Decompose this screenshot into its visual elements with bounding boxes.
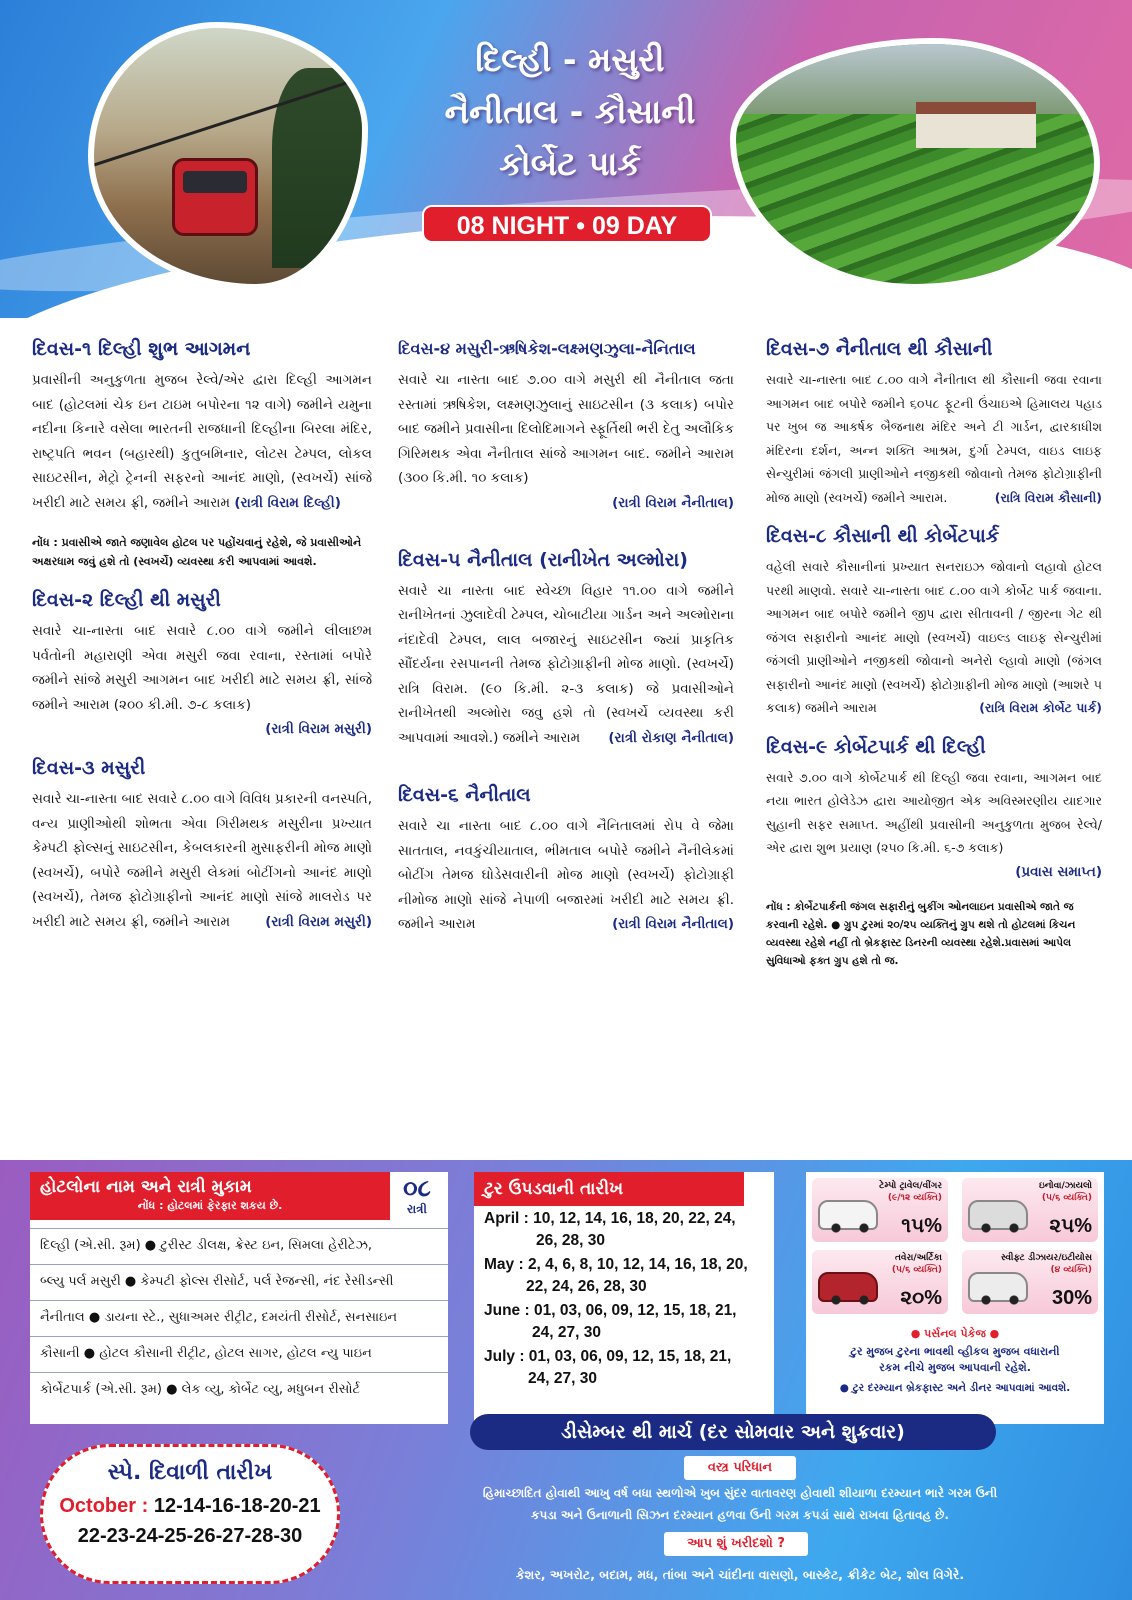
- personal-package-line-2: રકમ નીચે મુજબ આપવાની રહેશે.: [879, 1361, 1031, 1374]
- vehicle-name: ટેમ્પો ટ્રાવેલ/વીંગર: [879, 1181, 942, 1191]
- day-text: પ્રવાસીની અનુકુળતા મુજબ રેલ્વે/એર દ્વારા દિલ્હી આગમન બાદ (હોટલમાં ચેક ઇન ટાઇમ બપોરના ૧૨ વાગે) જમીને યમુના નદીના કિનારે વસેલા ભારતની રાજધાની દિલ્હીના બિરલા મંદિર, રાષ્ટ્રપતિ ભવન (બહારથી) કુતુબમિનાર, લોટસ ટેમ્પલ, લોકલ સાઇટસીન, મેટ્રો ટ્રેનની સફરનો આનંદ માણો, (સ્વખર્ચે) સાંજે ખરીદી માટે સમય ફ્રી, જમીને આરામ (રાત્રી વિરામ દિલ્હી): [32, 372, 372, 511]
- shopping-list: કેશર, અખરોટ, બદામ, મધ, તાંબા અને ચાંદીના વાસણો, બાસ્કેટ, ક્રીકેટ બેટ, શોલ વિગેરે.: [515, 1567, 965, 1582]
- month-dates: 10, 12, 14, 16, 18, 20, 22, 24,: [533, 1210, 736, 1227]
- shopping-title: આપ શું ખરીદશો ?: [664, 1532, 808, 1556]
- clothing-line-1: હિમાચ્છાદિત હોવાથી આખુ વર્ષ બધા સ્થળોએ ખુબ સુંદર વાતાવરણ હોવાથી શીયાળા દરમ્યાન ભારે ગરમ ઉની: [482, 1486, 998, 1500]
- day-1: [32, 336, 372, 515]
- vehicle-innova: [962, 1178, 1098, 1242]
- hotel-list-title: હોટલોના નામ અને રાત્રી મુકામ: [40, 1177, 252, 1197]
- itinerary-column-1: [32, 336, 372, 948]
- vehicle-percent: 30%: [1051, 1287, 1092, 1309]
- hotel-row: કોર્બેટપાર્ક (એ.સી. રૂમ) ● લેક વ્યુ, કોર્બેટ વ્યુ, મધુબન રીસોર્ટ: [30, 1372, 448, 1406]
- trees-graphic: [272, 68, 362, 268]
- personal-package-line-1: ટુર મુજબ ટુરના ભાવથી વ્હીકલ મુજબ વધારાની: [850, 1345, 1060, 1358]
- vehicle-name: તવેરા/અર્ટિકા: [894, 1253, 942, 1263]
- vehicle-tavera: [812, 1250, 948, 1314]
- vehicle-persons: (૫/૬ વ્યક્તિ): [1041, 1193, 1092, 1203]
- day-stay: (રાત્રી વિરામ દિલ્હી): [234, 494, 341, 511]
- diwali-dates-line-1: October : 12-14-16-18-20-21: [59, 1495, 321, 1517]
- car-icon: [968, 1272, 1028, 1302]
- month-name: June: [484, 1302, 521, 1319]
- cable-car-graphic: [172, 158, 258, 236]
- day-8: [766, 523, 1102, 720]
- personal-package-line-3: ● ટુર દરમ્યાન બ્રેકફાસ્ટ અને ડીનર આપવામાં આવશે.: [839, 1382, 1071, 1394]
- diwali-dates-badge: [40, 1444, 340, 1584]
- diwali-title: સ્પે. દિવાળી તારીખ: [107, 1460, 273, 1485]
- day-text: વહેલી સવારે કૌસાનીનાં પ્રખ્યાત સનરાઇઝ જોવાનો લહાવો હોટલ પરથી માણવો. સવારે ચા-નાસ્તા બાદ ૮.૦૦ વાગે કોર્બેટ પાર્ક જવાના. આગમન બાદ બપોરે જમીને જીપ દ્વારા સીતાવની / જીરના ગેટ થી જંગલ સફારીનો આનંદ માણો (સ્વખર્ચે) વાઇલ્ડ લાઇફ સેન્ચુરીમાં જંગલી પ્રાણીઓને નજીકથી જોવાનો અનેરો લ્હાવો માણો (જંગલ સફારીનો આનંદ માણો (સ્વખર્ચે) ફોટોગ્રાફીની મોજ માણો (આશરે ૫ કલાક) જમીને આરામ (રાત્રિ વિરામ કોર્બેટ પાર્ક): [766, 555, 1102, 720]
- month-june: June : 01, 03, 06, 09, 12, 15, 18, 21, 24, 27, 30: [484, 1302, 737, 1341]
- month-name: May: [484, 1256, 515, 1273]
- day-2: [32, 587, 372, 741]
- day-stay: (પ્રવાસ સમાપ્ત): [1015, 863, 1102, 880]
- month-dates: 01, 03, 06, 09, 12, 15, 18, 21,: [528, 1348, 732, 1365]
- vehicle-options-panel: [806, 1172, 1104, 1424]
- diwali-month-label: October :: [59, 1495, 149, 1517]
- itinerary-column-2: [398, 336, 734, 951]
- month-name: April: [484, 1210, 520, 1227]
- hotel-list-header: [30, 1172, 390, 1220]
- title-line-1: દિલ્હી - મસુરી: [475, 40, 665, 79]
- vehicle-percent: ૧૫%: [901, 1215, 942, 1237]
- month-dates-cont: 24, 27, 30: [528, 1370, 597, 1387]
- winter-schedule-banner: ડીસેમ્બર થી માર્ચ (દર સોમવાર અને શુક્રવાર): [470, 1414, 996, 1450]
- day-7: [766, 336, 1102, 509]
- hotel-row: દિલ્હી (એ.સી. રૂમ) ● ટુરીસ્ટ ડીલક્ષ, ક્રેસ્ટ ઇન, સિમલા હેરીટેઝ,: [30, 1228, 448, 1262]
- day-text: સવારે ચા-નાસ્તા બાદ સવારે ૮.૦૦ વાગે જમીને લીલાછમ પર્વતોની મહારાણી એવા મસુરી જવા રવાના, રસ્તામાં બપોરે જમીને સાંજે મસુરી આગમન બાદ ખરીદી માટે સમય ફ્રી, સાંજે જમીને આરામ (૨૦૦ કી.મી. ૭-૮ કલાક): [32, 623, 372, 713]
- day-title: દિવસ-૨ દિલ્હી થી મસુરી: [32, 589, 221, 611]
- day-4: [398, 336, 734, 515]
- page-title: [360, 34, 780, 190]
- departure-dates-panel: [474, 1172, 774, 1424]
- hotel-row: બ્લ્યુ પર્લ મસુરી ● કેમ્પટી ફોલ્સ રીસોર્ટ, પર્લ રેજન્સી, નંદ રેસીડન્સી: [30, 1264, 448, 1298]
- day-stay: (રાત્રી રોકાણ નૈનીતાલ): [608, 729, 734, 746]
- vehicle-persons: (૫/૬ વ્યક્તિ): [891, 1265, 942, 1275]
- month-dates: 2, 4, 6, 8, 10, 12, 14, 16, 18, 20,: [527, 1256, 748, 1273]
- day-6: [398, 782, 734, 937]
- day-text: સવારે ચા-નાસ્તા બાદ ૮.૦૦ વાગે નૈનીતાલ થી કૌસાની જવા રવાના આગમન બાદ બપોરે જમીને ૬૦૫૮ ફૂટની ઉંચાઇએ હિમાલય પહાડ પર ખુબ જ આકર્ષક બૈજનાથ મંદિર અને ટી ગાર્ડન, દ્વારકાધીશ મંદિરના દર્શન, અન્ન શક્તિ આશ્રમ, દુર્ગા ટેમ્પલ, વાઇડ લાઇફ સેન્ચુરીમાં જંગલી પ્રાણીઓને નજીકથી જોવાનો તેમજ ફોટોગ્રાફીની મોજ માણો (સ્વખર્ચે) જમીને આરામ. (રાત્રિ વિરામ કૌસાની): [766, 368, 1102, 509]
- vehicle-tempo: [812, 1178, 948, 1242]
- month-dates: 01, 03, 06, 09, 12, 15, 18, 21,: [533, 1302, 737, 1319]
- day-stay: (રાત્રી વિરામ મસુરી): [265, 913, 372, 930]
- month-dates-cont: 24, 27, 30: [532, 1324, 601, 1341]
- car-icon: [968, 1200, 1028, 1230]
- month-dates-cont: 22, 24, 26, 28, 30: [526, 1278, 647, 1295]
- clothing-line-2: કપડા અને ઉનાળાની સિઝન દરમ્યાન હળવા ઉની ગરમ કપડાં સાથે રાખવા હિતાવહ છે.: [531, 1508, 949, 1522]
- hotel-row: નૈનીતાલ ● ડાયના સ્ટે., સુધાઅમર રીટ્રીટ, દમયંતી રીસોર્ટ, સનસાઇન: [30, 1300, 448, 1334]
- day-text: સવારે ચા-નાસ્તા બાદ સવારે ૮.૦૦ વાગે વિવિધ પ્રકારની વનસ્પતિ, વન્ય પ્રાણીઓથી શોભતા એવા ગિરીમથક મસુરીના પ્રખ્યાત કેમ્પટી ફોલ્સનું સાઇટસીન, કેબલકારની મુસાફરીની મોજ માણો (સ્વખર્ચે), બપોરે જમીને મસુરી લેકમાં બોટીંગનો આનંદ માણો (સ્વખર્ચે), તેમજ ફોટોગ્રાફીનો આનંદ માણો સાંજે માલરોડ પર ખરીદી માટે સમય ફ્રી, જમીને આરામ (રાત્રી વિરામ મસુરી): [32, 787, 372, 934]
- clothing-title: વસ્ત્ર પરિધાન: [684, 1456, 796, 1480]
- month-may: May : 2, 4, 6, 8, 10, 12, 14, 16, 18, 20, 22, 24, 26, 28, 30: [484, 1256, 748, 1295]
- day-text: સવારે ચા નાસ્તા બાદ ૮.૦૦ વાગે નૈનિતાલમાં રોપ વે જેમા સાતતાલ, નવકુંચીયાતાલ, ભીમતાલ બપોરે જમીને નૈનીલેકમાં બોટીંગ તેમજ ઘોડેસવારીની મોજ માણો (સ્વખર્ચે) ફોટોગ્રાફી નીમોજ માણો સાંજે નેપાળી બજારમાં ખરીદી માટે સમય ફ્રી. જમીને આરામ (રાત્રી વિરામ નૈનીતાલ): [398, 814, 734, 937]
- hotel-list-panel: [30, 1172, 448, 1424]
- itinerary-column-3: [766, 336, 1102, 986]
- vehicle-percent: ૨૦%: [900, 1287, 942, 1309]
- nights-count: [390, 1174, 444, 1216]
- day-title: દિવસ-૧ દિલ્હી શુભ આગમન: [32, 338, 251, 360]
- day-9: [766, 734, 1102, 884]
- day-stay: (રાત્રી વિરામ નૈનીતાલ): [612, 916, 734, 932]
- building-graphic: [916, 102, 1036, 148]
- title-line-3: કોર્બેટ પાર્ક: [499, 144, 641, 183]
- hotel-row: કૌસાની ● હોટલ કૌસાની રીટ્રીટ, હોટલ સાગર, હોટલ ન્યુ પાઇન: [30, 1336, 448, 1370]
- day-title: દિવસ-૮ કૌસાની થી કોર્બેટપાર્ક: [766, 525, 1000, 547]
- month-dates-cont: 26, 28, 30: [536, 1232, 605, 1249]
- note-corbett: નોંધ : કોર્બેટપાર્કની જંગલ સફારીનું બુકીંગ ઓનલાઇન પ્રવાસીએ જાતે જ કરવાની રહેશે. ● ગ્રુપ ટુરમાં ૨૦/૨૫ વ્યક્તિનું ગ્રુપ થશે તો હોટલમાં કિચન વ્યવસ્થા રહેશે નહીં તો બ્રેકફાસ્ટ ડિનરની વ્યવસ્થા રહેશે.પ્રવાસમાં આપેલ સુવિધાઓ ફક્ત ગ્રુપ હશે તો જ.: [766, 900, 1076, 967]
- day-stay: (રાત્રિ વિરામ કૌસાની): [994, 489, 1102, 505]
- vehicle-persons: (૯/૧૨ વ્યક્તિ): [887, 1193, 942, 1203]
- vehicle-name: ઇનોવા/ઝાયલો: [1038, 1181, 1092, 1191]
- day-stay: (રાત્રી વિરામ નૈનીતાલ): [612, 494, 734, 511]
- duration-badge: 08 NIGHT • 09 DAY: [422, 205, 712, 243]
- day-stay: (રાત્રી વિરામ મસુરી): [265, 721, 372, 737]
- day-text: સવારે ૭.૦૦ વાગે કોર્બેટપાર્ક થી દિલ્હી જવા રવાના, આગમન બાદ નયા ભારત હોલેડેઝ દ્વારા આયોજીત એક અવિસ્મરણીય યાદગાર સુહાની સફર સમાપ્ત. અહીંથી પ્રવાસીની અનુકુળતા મુજબ રેલ્વે/એર દ્વારા શુભ પ્રયાણ (૨૫૦ કિ.મી. ૬-૭ કલાક): [766, 769, 1102, 855]
- day-3: [32, 755, 372, 934]
- sky-graphic: [736, 44, 1094, 114]
- vehicle-name: સ્વીફ્ટ ડીઝાયર/ઇટીયોસ: [1000, 1253, 1092, 1263]
- day-text: સવારે ચા નાસ્તા બાદ સ્વેચ્છા વિહાર ૧૧.૦૦ વાગે જમીને રાનીખેતનાં ઝુલાદેવી ટેમ્પલ, ચોબાટીયા ગાર્ડન અને અલ્મોરાના નંદાદેવી ટેમ્પલ, લાલ બજારનું સાઇટસીન જ્યાં પ્રાકૃતિક સૌંદર્યના રસપાનની તેમજ ફોટોગ્રાફીની મોજ માણો. (સ્વખર્ચે) રાત્રિ વિરામ. (૯૦ કિ.મી. ૨-૩ કલાક) જે પ્રવાસીઓને રાનીખેતથી અલ્મોરા જવુ હશે તો (સ્વખર્ચે વ્યવસ્થા કરી આપવામાં આવશે.) જમીને આરામ (રાત્રી રોકાણ નૈનીતાલ): [398, 579, 734, 751]
- hotel-list-subtitle: નોંધ : હોટલમાં ફેરફાર શકય છે.: [137, 1199, 283, 1212]
- car-icon: [818, 1272, 878, 1302]
- note-hotel: નોંધ : પ્રવાસીએ જાતે જણાવેલ હોટલ પર પહોંચવાનું રહેશે, જે પ્રવાસીઓને અક્ષરધામ જવું હશે તો (સ્વખર્ચે) વ્યવસ્થા કરી આપવામાં આવશે.: [32, 536, 362, 568]
- vehicle-swift: [962, 1250, 1098, 1314]
- nights-number: ૦૮: [403, 1174, 431, 1202]
- day-title: દિવસ-૬ નૈનીતાલ: [398, 784, 531, 806]
- day-title: દિવસ-૩ મસુરી: [32, 757, 146, 779]
- day-title: દિવસ-૭ નૈનીતાલ થી કૌસાની: [766, 338, 993, 360]
- month-april: April : 10, 12, 14, 16, 18, 20, 22, 24, 26, 28, 30: [484, 1210, 736, 1249]
- day-text: સવારે ચા નાસ્તા બાદ ૭.૦૦ વાગે મસુરી થી નૈનીતાલ જતા રસ્તામાં ઋષિકેશ, લક્ષ્મણઝુલાનું સાઇટસીન (૩ કલાક) બપોર બાદ જમીને પ્રવાસીના દિલોદિમાગને સ્ફૂર્તિથી ભરી દેતુ અલૌકિક ગિરિમથક એવા નૈનીતાલ સાંજે આગમન બાદ. જમીને આરામ (૩૦૦ કિ.મી. ૧૦ કલાક): [398, 372, 734, 486]
- departure-dates-title: ટુર ઉપડવાની તારીખ: [474, 1172, 744, 1206]
- day-5: [398, 547, 734, 751]
- day-stay: (રાત્રિ વિરામ કોર્બેટ પાર્ક): [979, 700, 1102, 715]
- diwali-dates-line-2: 22-23-24-25-26-27-28-30: [77, 1525, 303, 1547]
- title-line-2: નૈનીતાલ - કૌસાની: [444, 92, 696, 131]
- month-name: July: [484, 1348, 516, 1365]
- header-banner: [0, 0, 1132, 318]
- vehicle-percent: ૨૫%: [1049, 1215, 1092, 1237]
- day-title: દિવસ-૪ મસુરી-ઋષિકેશ-લક્ષ્મણઝુલા-નૈનિતાલ: [398, 339, 696, 358]
- van-icon: [818, 1200, 878, 1230]
- day-title: દિવસ-૯ કોર્બેટપાર્ક થી દિલ્હી: [766, 735, 986, 758]
- nights-label: રાત્રી: [407, 1202, 427, 1216]
- bottom-section: [0, 1160, 1132, 1600]
- vehicle-persons: (૪ વ્યક્તિ): [1050, 1265, 1092, 1275]
- day-title: દિવસ-૫ નૈનીતાલ (રાનીખેત અલ્મોરા): [398, 548, 688, 571]
- month-july: July : 01, 03, 06, 09, 12, 15, 18, 21, 24, 27, 30: [484, 1348, 732, 1387]
- personal-package-title: ● પર્સનલ પેકેજ ●: [910, 1327, 1000, 1340]
